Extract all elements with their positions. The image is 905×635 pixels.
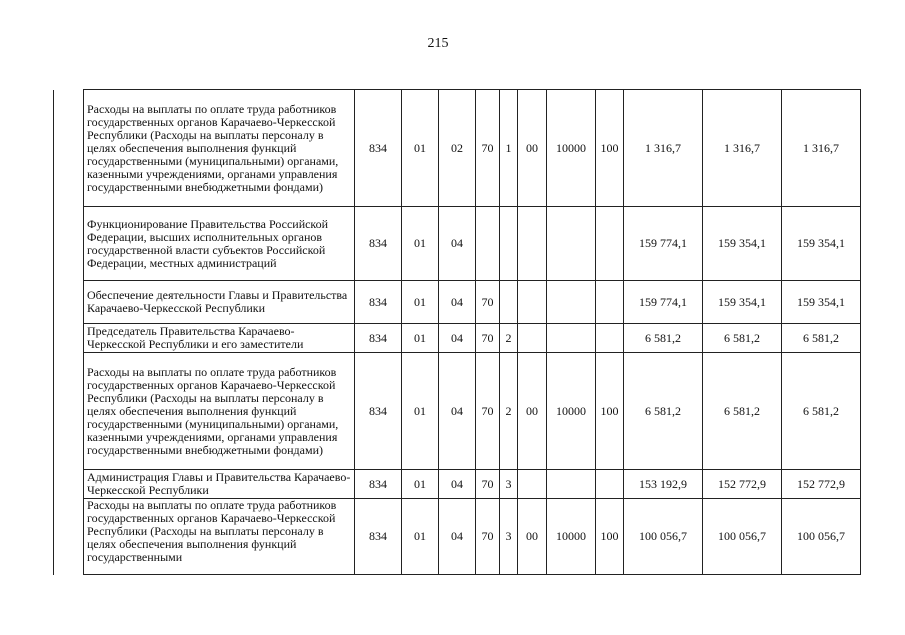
row-marker-cell — [54, 324, 84, 353]
sum-year-2: 1 316,7 — [703, 90, 782, 207]
code-p2: 3 — [500, 499, 518, 575]
code-p3: 00 — [518, 90, 547, 207]
code-pr: 04 — [439, 470, 476, 499]
code-vr — [596, 281, 624, 324]
code-gr: 834 — [355, 499, 402, 575]
code-rz: 01 — [402, 281, 439, 324]
row-marker-cell — [54, 90, 84, 207]
page-number: 215 — [427, 36, 449, 51]
table-row — [54, 281, 861, 324]
code-rz: 01 — [402, 207, 439, 281]
sum-year-2: 159 354,1 — [703, 207, 782, 281]
sum-year-3: 6 581,2 — [782, 353, 861, 470]
expense-name: Расходы на выплаты по оплате труда работников государственных органов Карачаево-Черкесской Республики (Расходы на выплаты персоналу в целях обеспечения выполнения функций государственными — [84, 499, 355, 575]
code-vr — [596, 470, 624, 499]
sum-year-2: 6 581,2 — [703, 324, 782, 353]
code-p2 — [500, 207, 518, 281]
row-marker-cell — [54, 281, 84, 324]
code-gr: 834 — [355, 353, 402, 470]
sum-year-1: 100 056,7 — [624, 499, 703, 575]
sum-year-3: 159 354,1 — [782, 207, 861, 281]
code-pr: 04 — [439, 281, 476, 324]
code-p3: 00 — [518, 499, 547, 575]
sum-year-2: 6 581,2 — [703, 353, 782, 470]
code-p4: 10000 — [547, 353, 596, 470]
sum-year-3: 100 056,7 — [782, 499, 861, 575]
row-marker-cell — [54, 207, 84, 281]
code-p4 — [547, 324, 596, 353]
code-p2: 2 — [500, 324, 518, 353]
code-p4: 10000 — [547, 90, 596, 207]
row-marker-cell — [54, 499, 84, 575]
code-vr: 100 — [596, 353, 624, 470]
code-rz: 01 — [402, 90, 439, 207]
expense-name: Расходы на выплаты по оплате труда работников государственных органов Карачаево-Черкесской Республики (Расходы на выплаты персоналу в целях обеспечения выполнения функций государственными (муниципальными) органами, казенными учреждениями, органами управления государственными внебюджетными фондами) — [84, 90, 355, 207]
code-p1: 70 — [476, 470, 500, 499]
expense-name: Председатель Правительства Карачаево-Черкесской Республики и его заместители — [84, 324, 355, 353]
sum-year-1: 6 581,2 — [624, 353, 703, 470]
code-p4 — [547, 281, 596, 324]
expense-name: Обеспечение деятельности Главы и Правительства Карачаево-Черкесской Республики — [84, 281, 355, 324]
code-rz: 01 — [402, 470, 439, 499]
code-p4 — [547, 470, 596, 499]
row-marker-cell — [54, 353, 84, 470]
sum-year-1: 159 774,1 — [624, 207, 703, 281]
code-p1 — [476, 207, 500, 281]
code-vr: 100 — [596, 90, 624, 207]
expense-name: Функционирование Правительства Российской Федерации, высших исполнительных органов государственной власти субъектов Российской Федерации, местных администраций — [84, 207, 355, 281]
code-rz: 01 — [402, 324, 439, 353]
code-p4 — [547, 207, 596, 281]
table-row — [54, 499, 861, 575]
code-p4: 10000 — [547, 499, 596, 575]
code-p1: 70 — [476, 353, 500, 470]
budget-table — [53, 89, 861, 575]
sum-year-3: 152 772,9 — [782, 470, 861, 499]
code-pr: 02 — [439, 90, 476, 207]
sum-year-3: 6 581,2 — [782, 324, 861, 353]
expense-name: Расходы на выплаты по оплате труда работников государственных органов Карачаево-Черкесской Республики (Расходы на выплаты персоналу в целях обеспечения выполнения функций государственными (муниципальными) органами, казенными учреждениями, органами управления государственными внебюджетными фондами) — [84, 353, 355, 470]
code-gr: 834 — [355, 281, 402, 324]
code-p1: 70 — [476, 281, 500, 324]
code-p1: 70 — [476, 499, 500, 575]
sum-year-1: 159 774,1 — [624, 281, 703, 324]
code-rz: 01 — [402, 353, 439, 470]
code-p2: 3 — [500, 470, 518, 499]
row-marker-cell — [54, 470, 84, 499]
table-row — [54, 207, 861, 281]
sum-year-2: 100 056,7 — [703, 499, 782, 575]
code-gr: 834 — [355, 324, 402, 353]
code-pr: 04 — [439, 324, 476, 353]
sum-year-3: 159 354,1 — [782, 281, 861, 324]
code-rz: 01 — [402, 499, 439, 575]
code-p3 — [518, 324, 547, 353]
code-p3 — [518, 207, 547, 281]
table-row — [54, 353, 861, 470]
code-p2 — [500, 281, 518, 324]
sum-year-1: 153 192,9 — [624, 470, 703, 499]
sum-year-2: 159 354,1 — [703, 281, 782, 324]
code-p3 — [518, 470, 547, 499]
sum-year-3: 1 316,7 — [782, 90, 861, 207]
sum-year-2: 152 772,9 — [703, 470, 782, 499]
table-row — [54, 470, 861, 499]
code-vr: 100 — [596, 499, 624, 575]
code-vr — [596, 324, 624, 353]
sum-year-1: 1 316,7 — [624, 90, 703, 207]
code-gr: 834 — [355, 207, 402, 281]
code-pr: 04 — [439, 207, 476, 281]
code-pr: 04 — [439, 353, 476, 470]
code-p3: 00 — [518, 353, 547, 470]
table-row — [54, 90, 861, 207]
code-pr: 04 — [439, 499, 476, 575]
code-gr: 834 — [355, 470, 402, 499]
table-row — [54, 324, 861, 353]
code-p3 — [518, 281, 547, 324]
code-p2: 1 — [500, 90, 518, 207]
code-p1: 70 — [476, 90, 500, 207]
sum-year-1: 6 581,2 — [624, 324, 703, 353]
code-p2: 2 — [500, 353, 518, 470]
code-gr: 834 — [355, 90, 402, 207]
code-p1: 70 — [476, 324, 500, 353]
expense-name: Администрация Главы и Правительства Карачаево-Черкесской Республики — [84, 470, 355, 499]
code-vr — [596, 207, 624, 281]
